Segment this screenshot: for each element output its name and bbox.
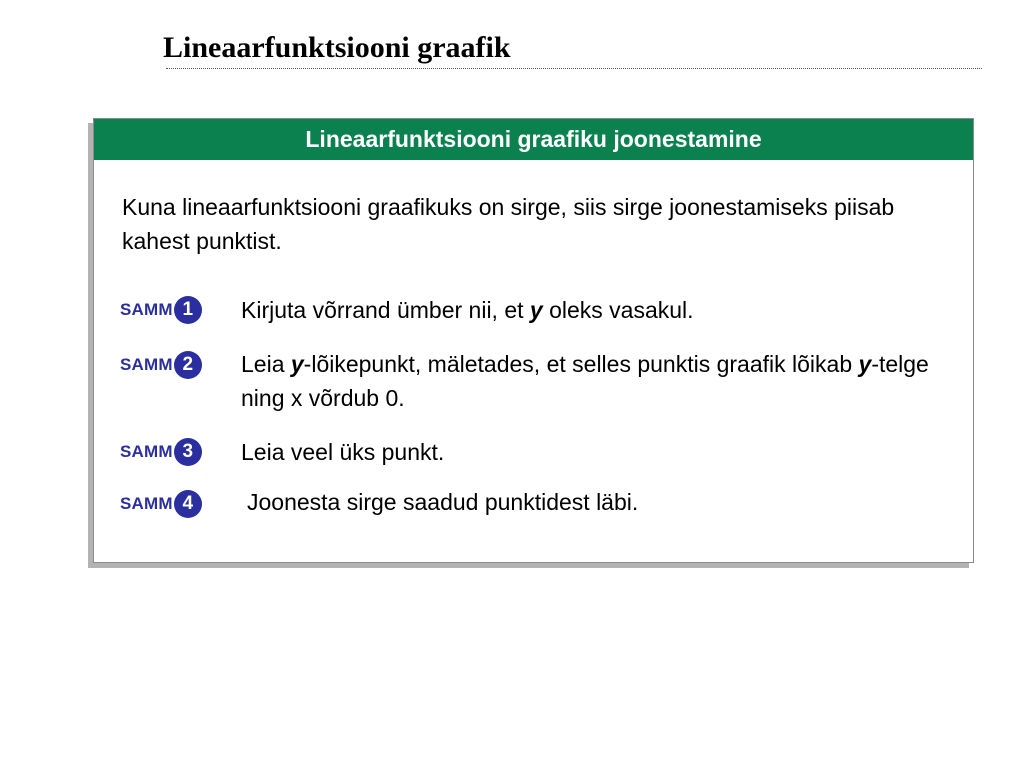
step-2-text-before: Leia — [241, 351, 291, 377]
step-2-text-middle: -lõikepunkt, mäletades, et selles punktis graafik lõikab — [303, 351, 859, 377]
step-2-var-y: y — [290, 351, 304, 377]
intro-text: Kuna lineaarfunktsiooni graafikuks on sirge, siis sirge joonestamiseks piisab kahest punktist. — [122, 194, 895, 254]
step-2-label: SAMM — [120, 355, 173, 374]
slide-title: Lineaarfunktsiooni graafik — [163, 31, 511, 64]
step-1-label: SAMM — [120, 300, 173, 319]
step-3-tag — [120, 438, 202, 466]
step-4-number-badge: 4 — [174, 490, 202, 518]
step-4-label: SAMM — [120, 494, 173, 513]
step-2-text-after: -telge ning x võrdub 0. — [241, 351, 929, 411]
step-3-text: Leia veel üks punkt. — [241, 439, 445, 465]
title-dotted-rule — [166, 68, 982, 69]
step-1-text-after: oleks vasakul. — [542, 297, 694, 323]
step-1-var-y: y — [529, 297, 543, 323]
step-1-text-before: Kirjuta võrrand ümber nii, et — [241, 297, 530, 323]
step-3-number-badge: 3 — [174, 438, 202, 466]
step-2-text — [241, 347, 941, 415]
step-3-label: SAMM — [120, 442, 173, 461]
step-1-text — [241, 293, 941, 327]
step-4-text: Joonesta sirge saadud punktidest läbi. — [247, 489, 639, 515]
step-2-number-badge: 2 — [174, 351, 202, 379]
step-1-tag — [120, 296, 202, 324]
card-header: Lineaarfunktsiooni graafiku joonestamine — [94, 119, 973, 160]
step-1-number-badge: 1 — [174, 296, 202, 324]
step-2-tag — [120, 351, 202, 379]
step-4-tag — [120, 490, 202, 518]
step-2-var-y-2: y — [858, 351, 872, 377]
content-card — [93, 118, 974, 563]
